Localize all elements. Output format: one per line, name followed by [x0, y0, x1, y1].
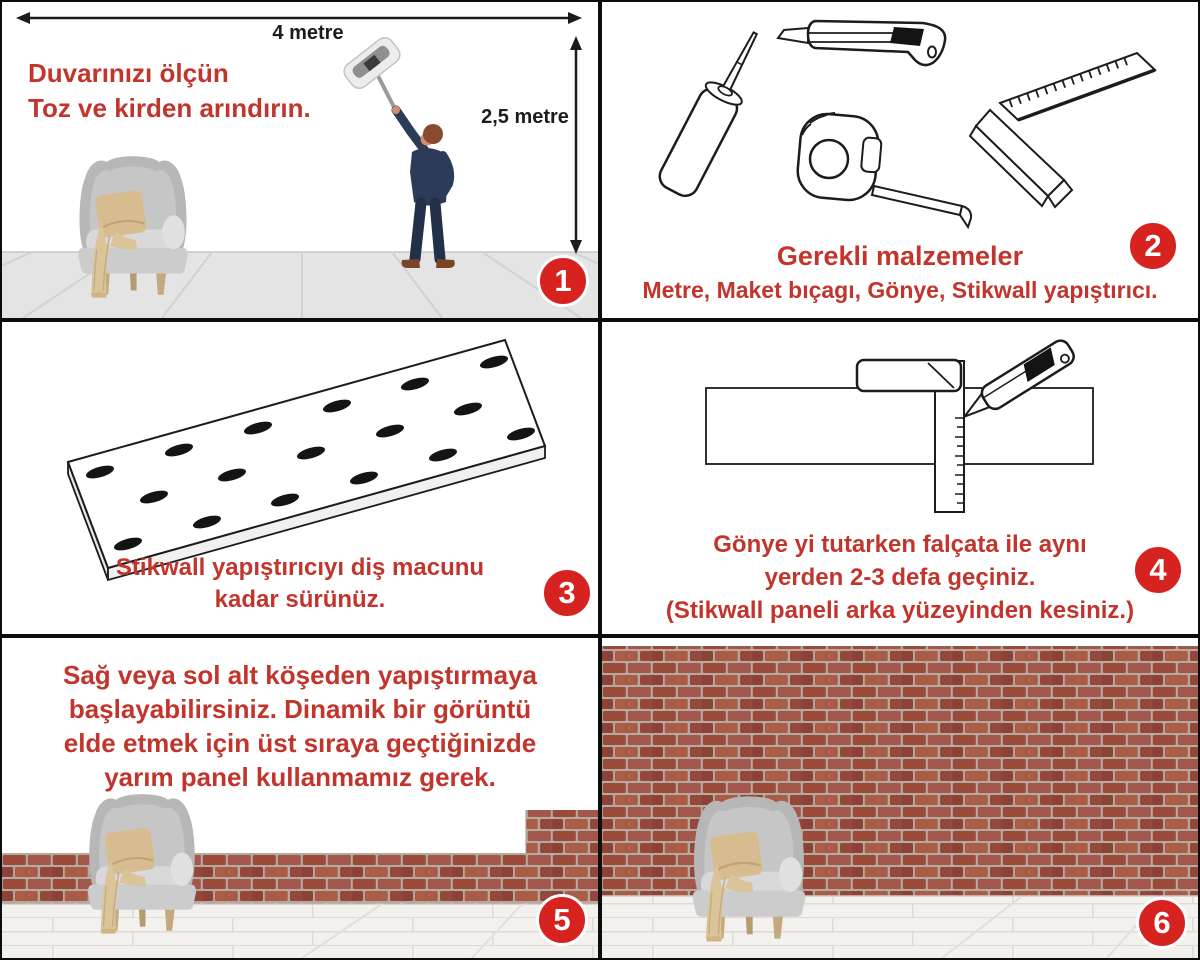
step-badge-1: 1: [537, 255, 589, 307]
panel-with-adhesive-dots-icon: [68, 340, 545, 580]
instruction-line: başlayabilirsiniz. Dinamik bir görüntü: [68, 694, 532, 724]
panel-6: [602, 638, 1198, 958]
instruction-line: (Stikwall paneli arka yüzeyinden kesiniz.): [665, 597, 1135, 624]
wood-floor: [602, 896, 1198, 958]
instruction-line: Gerekli malzemeler: [776, 241, 1024, 271]
panel-4: [602, 322, 1198, 634]
height-arrow-icon: [570, 36, 582, 254]
panel-5-caption: [2, 658, 598, 794]
wood-floor: [2, 904, 598, 958]
panel-back-icon: [706, 388, 1093, 464]
instruction-line: yarım panel kullanmamız gerek.: [104, 762, 496, 792]
man-cleaning-wall-icon: [341, 34, 455, 268]
panel-5: [2, 638, 598, 958]
brick-wall-complete-icon: [602, 646, 1198, 896]
utility-knife-icon: [778, 21, 945, 65]
panel-1-illustration: [2, 2, 598, 318]
tape-measure-icon: [795, 112, 971, 227]
panel-2: [602, 2, 1198, 318]
instruction-line: yerden 2-3 defa geçiniz.: [764, 564, 1036, 591]
step-badge-5: 5: [536, 894, 588, 946]
instruction-line: Stikwall yapıştırıcıyı diş macunu: [115, 554, 485, 581]
height-measurement-label: 2,5 metre: [481, 106, 569, 128]
instruction-line: Toz ve kirden arındırın.: [28, 93, 311, 123]
panel-6-illustration: [602, 638, 1198, 958]
instruction-line: kadar sürünüz.: [214, 586, 386, 613]
panel-1: [2, 2, 598, 318]
instruction-line: Duvarınızı ölçün: [28, 58, 229, 88]
panel-1-caption: [28, 56, 311, 126]
step-badge-2: 2: [1127, 220, 1179, 272]
panel-3-caption: [2, 552, 598, 616]
instruction-line: Metre, Maket bıçagı, Gönye, Stikwall yapıştırıcı.: [642, 277, 1158, 303]
panel-2-caption: [602, 238, 1198, 306]
try-square-icon: [970, 53, 1155, 207]
width-measurement-label: 4 metre: [272, 22, 344, 44]
panel-4-caption: [602, 528, 1198, 627]
instruction-line: Gönye yi tutarken falçata ile aynı: [713, 531, 1087, 558]
instruction-line: Sağ veya sol alt köşeden yapıştırmaya: [62, 660, 538, 690]
step-badge-6: 6: [1136, 897, 1188, 949]
step-badge-4: 4: [1132, 544, 1184, 596]
adhesive-tube-icon: [655, 24, 773, 200]
step-badge-3: 3: [541, 567, 593, 619]
instruction-line: elde etmek için üst sıraya geçtiğinizde: [63, 728, 537, 758]
panel-3: [2, 322, 598, 634]
